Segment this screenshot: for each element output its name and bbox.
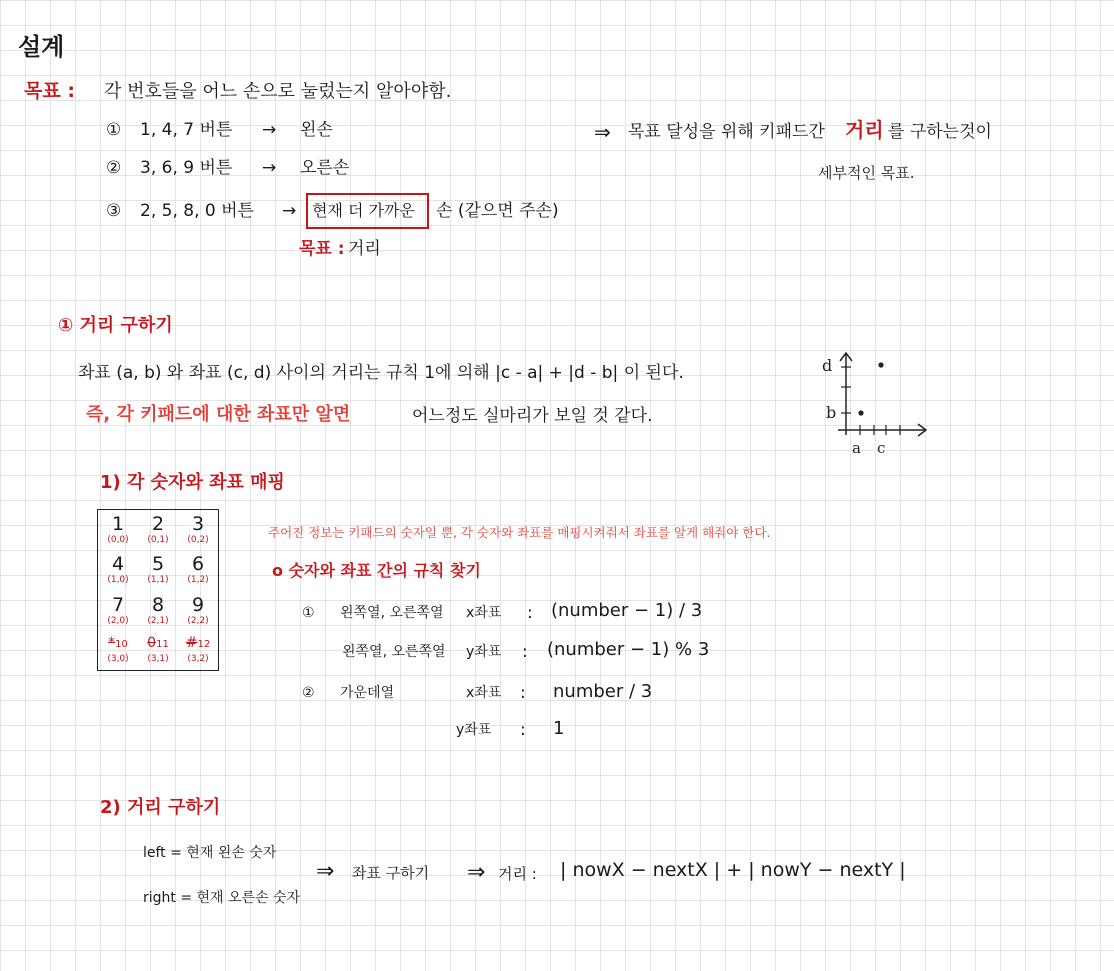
left-definition: left = 현재 왼손 숫자 xyxy=(143,845,277,861)
keypad-index: 12 xyxy=(197,639,211,650)
distance-formula: | nowX − nextX | + | nowY − nextY | xyxy=(560,859,906,881)
keypad-coord: (3,1) xyxy=(147,654,169,664)
keypad-coord: (0,0) xyxy=(107,535,129,545)
goal-label: 목표 : xyxy=(24,80,75,102)
keypad-coord: (1,1) xyxy=(147,575,169,585)
rule-group: 왼쪽열, 오른쪽열 xyxy=(342,644,446,660)
rule-axis: x좌표 xyxy=(466,685,502,701)
double-arrow-icon: ⇒ xyxy=(594,120,611,144)
keypad-cell xyxy=(98,553,138,586)
conclusion-red: 즉, 각 키패드에 대한 좌표만 알면 xyxy=(86,404,351,425)
rule-colon: : xyxy=(522,642,528,662)
side-note-post: 를 구하는것이 xyxy=(888,122,992,142)
rule-formula: (number − 1) % 3 xyxy=(547,639,710,660)
rule-axis: y좌표 xyxy=(466,644,502,660)
arrow-icon: → xyxy=(282,201,297,221)
keypad-coord: (0,1) xyxy=(147,535,169,545)
keypad-coord: (3,2) xyxy=(187,654,209,664)
keypad-number xyxy=(98,634,138,654)
keypad-number xyxy=(138,634,178,654)
keypad-coord: (2,0) xyxy=(107,616,129,626)
page-title: 설계 xyxy=(18,33,65,61)
keypad-number: 6 xyxy=(191,553,205,575)
rule-buttons: 2, 5, 8, 0 버튼 xyxy=(140,201,254,221)
label-a: a xyxy=(852,439,861,457)
arrow-icon: → xyxy=(262,158,277,178)
point-ab xyxy=(858,410,863,415)
arrow-icon: → xyxy=(262,120,277,140)
keypad-cell xyxy=(138,594,178,627)
keypad-cell xyxy=(178,594,218,627)
distance-sentence: 좌표 (a, b) 와 좌표 (c, d) 사이의 거리는 규칙 1에 의해 |c - a| + |d - b| 이 된다. xyxy=(78,363,684,383)
label-b: b xyxy=(826,403,837,422)
keypad-index: 10 xyxy=(115,639,128,650)
distance-label: 거리 : xyxy=(498,865,537,883)
rule-formula: number / 3 xyxy=(553,681,653,702)
keypad-cell xyxy=(98,513,138,546)
rule-number: ① xyxy=(302,605,315,621)
coord-step: 좌표 구하기 xyxy=(352,864,430,882)
rule-number: ② xyxy=(302,685,315,701)
keypad-number: 8 xyxy=(151,594,165,616)
right-definition: right = 현재 오른손 숫자 xyxy=(143,890,301,906)
point-cd xyxy=(878,362,883,367)
keypad-number xyxy=(178,634,218,654)
double-arrow-icon: ⇒ xyxy=(316,859,335,884)
keypad-cell xyxy=(138,513,178,546)
rule-result: 오른손 xyxy=(300,158,350,178)
side-note-line2: 세부적인 목표. xyxy=(818,164,915,182)
goal-text: 각 번호들을 어느 손으로 눌렀는지 알아야함. xyxy=(104,81,452,102)
keypad-cell xyxy=(178,634,218,665)
keypad-cell xyxy=(98,594,138,627)
rule-colon: : xyxy=(520,720,526,740)
rule-group: 왼쪽열, 오른쪽열 xyxy=(340,605,444,621)
keypad-cell xyxy=(138,634,178,665)
keypad-cell xyxy=(178,553,218,586)
rule-formula: 1 xyxy=(553,718,565,739)
sub-goal-value: 거리 xyxy=(348,239,381,259)
keypad-symbol: 0 xyxy=(147,635,157,651)
label-c: c xyxy=(877,439,886,457)
keypad-cell xyxy=(98,634,138,665)
rule-colon: : xyxy=(520,683,526,703)
keypad-index: 11 xyxy=(156,639,169,650)
rule-heading: o 숫자와 좌표 간의 규칙 찾기 xyxy=(272,561,481,580)
coordinate-graph xyxy=(818,345,928,455)
side-note-highlight: 거리 xyxy=(845,118,884,142)
rule-number: ② xyxy=(106,158,122,178)
sub-goal-label: 목표 : xyxy=(299,239,345,259)
keypad-coord: (0,2) xyxy=(187,535,209,545)
rule-buttons: 3, 6, 9 버튼 xyxy=(140,158,233,178)
keypad-coord: (1,2) xyxy=(187,575,209,585)
double-arrow-icon: ⇒ xyxy=(467,860,486,885)
keypad-coord: (2,1) xyxy=(147,616,169,626)
keypad-symbol: # xyxy=(185,635,198,651)
keypad-cell xyxy=(138,553,178,586)
rule-formula: (number − 1) / 3 xyxy=(551,600,703,621)
keypad-number: 4 xyxy=(111,553,125,575)
conclusion-black: 어느정도 실마리가 보일 것 같다. xyxy=(412,406,653,426)
keypad-number: 1 xyxy=(111,513,125,535)
step2-heading: 2) 거리 구하기 xyxy=(100,797,221,818)
keypad-number: 3 xyxy=(191,513,205,535)
keypad-coord: (2,2) xyxy=(187,616,209,626)
keypad-number: 5 xyxy=(151,553,165,575)
rule-number: ① xyxy=(106,120,122,140)
rule-group: 가운데열 xyxy=(340,685,395,701)
mapping-note: 주어진 정보는 키패드의 숫자일 뿐, 각 숫자와 좌표를 매핑시켜줘서 좌표를 알게 해줘야 한다. xyxy=(268,525,771,540)
rule-colon: : xyxy=(527,603,533,623)
keypad-coord: (3,0) xyxy=(107,654,129,664)
keypad-coord: (1,0) xyxy=(107,575,129,585)
rule-axis: x좌표 xyxy=(466,605,502,621)
rule-result-rest: 손 (같으면 주손) xyxy=(436,201,559,221)
rule-result: 왼손 xyxy=(300,120,333,140)
side-note-pre: 목표 달성을 위해 키패드간 xyxy=(628,122,825,142)
rule-axis: y좌표 xyxy=(456,722,492,738)
rule-number: ③ xyxy=(106,201,122,221)
keypad-number: 7 xyxy=(111,594,125,616)
rule-result-boxed: 현재 더 가까운 xyxy=(312,201,415,220)
keypad-number: 2 xyxy=(151,513,165,535)
keypad-cell xyxy=(178,513,218,546)
step1-heading: 1) 각 숫자와 좌표 매핑 xyxy=(100,472,285,493)
section-heading-distance: ① 거리 구하기 xyxy=(58,315,173,336)
rule-buttons: 1, 4, 7 버튼 xyxy=(140,120,233,140)
keypad-symbol: * xyxy=(108,635,116,651)
label-d: d xyxy=(822,356,833,375)
keypad-table xyxy=(97,509,219,671)
keypad-number: 9 xyxy=(191,594,205,616)
